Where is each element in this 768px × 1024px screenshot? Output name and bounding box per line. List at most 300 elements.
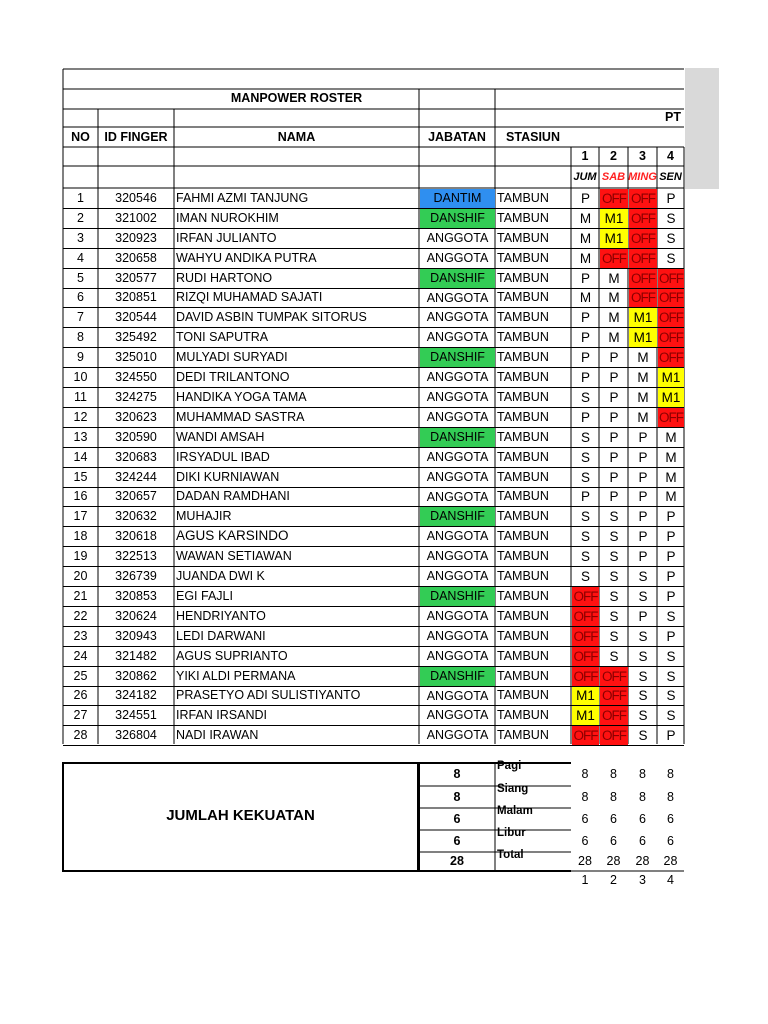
shift-cell: S: [638, 569, 648, 584]
stasiun: TAMBUN: [497, 410, 549, 424]
jabatan-badge: ANGGOTA: [426, 310, 489, 324]
shift-cell: P: [609, 450, 619, 465]
shift-cell: M: [579, 251, 592, 266]
summary-value: 6: [639, 812, 646, 826]
summary-count: 6: [453, 834, 461, 848]
jabatan-badge: ANGGOTA: [426, 390, 489, 404]
shift-cell: S: [609, 529, 619, 544]
summary-value: 6: [610, 834, 617, 848]
header-id-finger: ID FINGER: [104, 131, 168, 144]
employee-name: WAWAN SETIAWAN: [176, 549, 292, 563]
id-finger: 320618: [115, 529, 157, 543]
shift-cell: P: [609, 350, 619, 365]
shift-cell: P: [666, 549, 676, 564]
employee-name: DADAN RAMDHANI: [176, 489, 290, 503]
shift-cell: OFF: [573, 629, 598, 644]
id-finger: 321482: [115, 649, 157, 663]
employee-name: YIKI ALDI PERMANA: [176, 669, 296, 683]
jabatan-badge: ANGGOTA: [426, 450, 489, 464]
stasiun: TAMBUN: [497, 251, 549, 265]
row-number: 19: [73, 549, 88, 563]
summary-value: 8: [639, 790, 646, 804]
shift-cell: M: [579, 211, 592, 226]
employee-name: AGUS SUPRIANTO: [176, 649, 288, 663]
row-number: 2: [77, 211, 84, 225]
id-finger: 320851: [115, 290, 157, 304]
jabatan-badge: DANSHIF: [420, 209, 495, 228]
employee-name: FAHMI AZMI TANJUNG: [176, 191, 309, 205]
employee-name: IRFAN IRSANDI: [176, 708, 267, 722]
stasiun: TAMBUN: [497, 211, 549, 225]
summary-value: 28: [606, 854, 621, 868]
summary-count: 6: [453, 812, 461, 826]
shift-cell: OFF: [659, 271, 683, 286]
shift-cell: S: [666, 231, 676, 246]
employee-name: MUHAMMAD SASTRA: [176, 410, 305, 424]
stasiun: TAMBUN: [497, 708, 549, 722]
shift-cell: S: [580, 569, 590, 584]
summary-value: 8: [667, 790, 674, 804]
jabatan-badge: ANGGOTA: [426, 410, 489, 424]
jabatan-badge: DANSHIF: [420, 428, 495, 447]
summary-label: Libur: [497, 827, 526, 839]
row-number: 25: [73, 669, 88, 683]
summary-count: 28: [450, 854, 464, 868]
employee-name: PRASETYO ADI SULISTIYANTO: [176, 688, 361, 702]
jabatan-badge: ANGGOTA: [426, 609, 489, 623]
shift-cell: S: [609, 629, 619, 644]
jabatan-badge: ANGGOTA: [426, 549, 489, 563]
shift-cell: S: [609, 589, 619, 604]
shift-cell: P: [580, 310, 590, 325]
shift-cell: S: [638, 688, 648, 703]
shift-cell: OFF: [631, 251, 655, 266]
day-number: 2: [610, 149, 617, 163]
stasiun: TAMBUN: [497, 509, 549, 523]
summary-value: 8: [581, 767, 589, 781]
shift-cell: S: [638, 629, 648, 644]
shift-cell: P: [609, 410, 619, 425]
summary-value: 6: [610, 812, 617, 826]
stasiun: TAMBUN: [497, 330, 549, 344]
shift-cell: M1: [600, 209, 628, 228]
shift-cell: P: [638, 450, 648, 465]
jabatan-badge: DANSHIF: [420, 348, 495, 367]
stasiun: TAMBUN: [497, 310, 549, 324]
shift-cell: M1: [600, 229, 628, 248]
shift-cell: OFF: [659, 350, 683, 365]
row-number: 6: [77, 290, 84, 304]
stasiun: TAMBUN: [497, 370, 549, 384]
day-number: 1: [581, 149, 589, 163]
employee-name: DEDI TRILANTONO: [176, 370, 290, 384]
employee-name: HANDIKA YOGA TAMA: [176, 390, 307, 404]
id-finger: 320546: [115, 191, 157, 205]
row-number: 10: [73, 370, 88, 384]
day-name: SEN: [659, 171, 682, 183]
stasiun: TAMBUN: [497, 191, 549, 205]
shift-cell: P: [580, 191, 590, 206]
shift-cell: OFF: [602, 688, 626, 703]
employee-name: WANDI AMSAH: [176, 430, 265, 444]
shift-cell: P: [666, 191, 676, 206]
stasiun: TAMBUN: [497, 688, 549, 702]
stasiun: TAMBUN: [497, 529, 549, 543]
id-finger: 320632: [115, 509, 157, 523]
shift-cell: M: [665, 450, 677, 465]
summary-value: 8: [610, 790, 617, 804]
shift-cell: M: [608, 330, 620, 345]
shift-cell: S: [609, 549, 619, 564]
row-number: 11: [74, 390, 87, 404]
shift-cell: S: [580, 450, 590, 465]
jabatan-badge: DANSHIF: [420, 667, 495, 686]
id-finger: 324275: [115, 390, 157, 404]
stasiun: TAMBUN: [497, 489, 549, 503]
shift-cell: S: [638, 649, 648, 664]
summary-value: 6: [581, 834, 589, 848]
id-finger: 324244: [115, 470, 157, 484]
stasiun: TAMBUN: [497, 231, 549, 245]
summary-title: JUMLAH KEKUATAN: [166, 808, 315, 823]
shift-cell: P: [609, 489, 619, 504]
jabatan-badge: ANGGOTA: [426, 689, 489, 703]
shift-cell: M: [637, 370, 649, 385]
id-finger: 320577: [115, 271, 157, 285]
id-finger: 324551: [115, 708, 157, 722]
day-name: SAB: [601, 171, 626, 183]
employee-name: IRSYADUL IBAD: [176, 450, 270, 464]
id-finger: 320590: [115, 430, 157, 444]
shift-cell: S: [666, 688, 676, 703]
employee-name: WAHYU ANDIKA PUTRA: [176, 251, 317, 265]
employee-name: JUANDA DWI K: [176, 569, 265, 583]
summary-label: Total: [497, 849, 524, 861]
header-jabatan: JABATAN: [428, 131, 486, 144]
stasiun: TAMBUN: [497, 629, 549, 643]
summary-value: 6: [581, 812, 589, 826]
shift-cell: S: [609, 649, 619, 664]
shift-cell: S: [666, 211, 676, 226]
shift-cell: P: [638, 489, 648, 504]
row-number: 15: [73, 470, 88, 484]
id-finger: 324550: [115, 370, 157, 384]
summary-label: Pagi: [497, 760, 522, 772]
summary-value: 6: [639, 834, 646, 848]
shift-cell: P: [580, 410, 590, 425]
id-finger: 320862: [115, 669, 157, 683]
shift-cell: P: [666, 728, 676, 743]
id-finger: 320544: [115, 310, 157, 324]
shift-cell: M: [579, 231, 592, 246]
row-number: 27: [73, 708, 88, 722]
shift-cell: P: [580, 370, 590, 385]
day-name: JUM: [573, 171, 597, 183]
jabatan-badge: DANSHIF: [420, 587, 495, 606]
shift-cell: M: [579, 290, 592, 305]
shift-cell: OFF: [573, 589, 598, 604]
shift-cell: S: [580, 529, 590, 544]
shift-cell: M1: [629, 308, 657, 327]
jabatan-badge: ANGGOTA: [426, 728, 489, 742]
jabatan-badge: ANGGOTA: [426, 470, 489, 484]
shift-cell: M: [637, 390, 649, 405]
jabatan-badge: ANGGOTA: [426, 529, 489, 543]
id-finger: 320683: [115, 450, 157, 464]
shift-cell: P: [580, 350, 590, 365]
stasiun: TAMBUN: [497, 549, 549, 563]
summary-label: Siang: [497, 783, 529, 795]
id-finger: 320657: [115, 489, 157, 503]
summary-value: 8: [610, 767, 617, 781]
jabatan-badge: ANGGOTA: [426, 291, 489, 305]
stasiun: TAMBUN: [497, 569, 549, 583]
id-finger: 326804: [115, 728, 157, 742]
row-number: 21: [73, 589, 88, 603]
shift-cell: P: [638, 509, 648, 524]
shift-cell: S: [609, 609, 619, 624]
stasiun: TAMBUN: [497, 669, 549, 683]
summary-value: 28: [578, 854, 592, 868]
id-finger: 320624: [115, 609, 157, 623]
shift-cell: S: [638, 669, 648, 684]
shift-cell: S: [666, 669, 676, 684]
shift-cell: OFF: [631, 290, 655, 305]
stasiun: TAMBUN: [497, 290, 549, 304]
jabatan-badge: ANGGOTA: [426, 490, 489, 504]
shift-cell: OFF: [631, 271, 655, 286]
row-number: 14: [73, 450, 88, 464]
row-number: 23: [73, 629, 88, 643]
employee-name: IMAN NUROKHIM: [176, 211, 279, 225]
shift-cell: P: [609, 470, 619, 485]
shift-cell: M: [637, 410, 649, 425]
shift-cell: P: [580, 489, 590, 504]
shift-cell: M: [665, 470, 677, 485]
summary-count: 8: [453, 767, 461, 781]
header-no: NO: [71, 131, 90, 144]
row-number: 12: [73, 410, 88, 424]
shift-cell: S: [638, 728, 648, 743]
id-finger: 320923: [115, 231, 157, 245]
shift-cell: S: [609, 509, 619, 524]
stasiun: TAMBUN: [497, 271, 549, 285]
shift-cell: P: [580, 271, 590, 286]
shift-cell: S: [609, 569, 619, 584]
row-number: 20: [73, 569, 88, 583]
header-stasiun: STASIUN: [506, 131, 560, 144]
shift-cell: S: [580, 470, 590, 485]
stasiun: TAMBUN: [497, 589, 549, 603]
employee-name: MUHAJIR: [176, 509, 232, 523]
jabatan-badge: DANSHIF: [420, 269, 495, 288]
row-number: 28: [73, 728, 88, 742]
employee-name: RIZQI MUHAMAD SAJATI: [176, 290, 323, 304]
shift-cell: OFF: [573, 649, 598, 664]
shift-cell: M: [665, 430, 677, 445]
row-number: 5: [77, 271, 84, 285]
employee-name: DIKI KURNIAWAN: [176, 470, 280, 484]
shift-cell: P: [638, 529, 648, 544]
shift-cell: OFF: [631, 211, 655, 226]
shift-cell: OFF: [659, 310, 683, 325]
footer-day-number: 4: [667, 873, 674, 887]
footer-day-number: 2: [610, 873, 617, 887]
shift-cell: P: [609, 370, 619, 385]
employee-name: MULYADI SURYADI: [176, 350, 288, 364]
day-name: MING: [628, 171, 657, 183]
jabatan-badge: ANGGOTA: [426, 708, 489, 722]
shift-cell: OFF: [631, 191, 655, 206]
row-divider: [63, 745, 684, 746]
employee-name: AGUS KARSINDO: [176, 528, 289, 543]
row-number: 8: [77, 330, 84, 344]
shift-cell: S: [580, 509, 590, 524]
shift-cell: M1: [572, 687, 599, 705]
employee-name: NADI IRAWAN: [176, 728, 259, 742]
row-number: 26: [73, 688, 88, 702]
jabatan-badge: ANGGOTA: [426, 629, 489, 643]
id-finger: 325010: [115, 350, 157, 364]
row-number: 3: [77, 231, 84, 245]
jabatan-badge: ANGGOTA: [426, 370, 489, 384]
shift-cell: P: [666, 529, 676, 544]
shift-cell: M1: [629, 328, 657, 347]
shift-cell: M: [608, 290, 620, 305]
summary-count: 8: [453, 790, 461, 804]
footer-day-number: 3: [639, 873, 646, 887]
shift-cell: P: [609, 390, 619, 405]
shift-cell: OFF: [602, 669, 626, 684]
summary-value: 8: [667, 767, 674, 781]
id-finger: 320623: [115, 410, 157, 424]
shift-cell: S: [580, 430, 590, 445]
shift-cell: S: [638, 589, 648, 604]
shift-cell: P: [609, 430, 619, 445]
employee-name: EGI FAJLI: [176, 589, 233, 603]
summary-value: 8: [639, 767, 646, 781]
stasiun: TAMBUN: [497, 450, 549, 464]
row-number: 7: [77, 310, 84, 324]
shift-cell: M: [637, 350, 649, 365]
row-number: 13: [73, 430, 88, 444]
shift-cell: S: [638, 708, 648, 723]
shift-cell: M: [608, 310, 620, 325]
summary-value: 28: [635, 854, 650, 868]
employee-name: TONI SAPUTRA: [176, 330, 269, 344]
row-number: 17: [73, 509, 88, 523]
employee-name: IRFAN JULIANTO: [176, 231, 277, 245]
shift-cell: S: [666, 708, 676, 723]
shift-cell: P: [666, 629, 676, 644]
stasiun: TAMBUN: [497, 649, 549, 663]
shift-cell: OFF: [602, 708, 626, 723]
stasiun: TAMBUN: [497, 728, 549, 742]
id-finger: 322513: [115, 549, 157, 563]
stasiun: TAMBUN: [497, 350, 549, 364]
day-number: 3: [639, 149, 646, 163]
shift-cell: M1: [658, 368, 684, 387]
shift-cell: OFF: [573, 669, 598, 684]
shift-cell: OFF: [573, 728, 598, 743]
stasiun: TAMBUN: [497, 430, 549, 444]
summary-value: 8: [581, 790, 589, 804]
id-finger: 320658: [115, 251, 157, 265]
stasiun: TAMBUN: [497, 390, 549, 404]
id-finger: 325492: [115, 330, 157, 344]
shift-cell: OFF: [602, 191, 626, 206]
id-finger: 326739: [115, 569, 157, 583]
shift-cell: P: [638, 430, 648, 445]
shift-cell: M1: [658, 388, 684, 407]
shift-cell: S: [666, 609, 676, 624]
jabatan-badge: DANTIM: [420, 189, 495, 208]
row-number: 24: [73, 649, 88, 663]
summary-label: Malam: [497, 805, 533, 817]
summary-value: 6: [667, 812, 674, 826]
summary-value: 6: [667, 834, 674, 848]
shift-cell: OFF: [631, 231, 655, 246]
row-number: 18: [73, 529, 88, 543]
row-number: 16: [73, 489, 88, 503]
id-finger: 324182: [115, 688, 157, 702]
shift-cell: S: [580, 549, 590, 564]
day-number: 4: [667, 149, 674, 163]
jabatan-badge: ANGGOTA: [426, 649, 489, 663]
shift-cell: M: [608, 271, 620, 286]
shift-cell: OFF: [602, 728, 626, 743]
shift-cell: OFF: [573, 609, 598, 624]
stasiun: TAMBUN: [497, 609, 549, 623]
row-number: 9: [77, 350, 84, 364]
shift-cell: M: [665, 489, 677, 504]
employee-name: RUDI HARTONO: [176, 271, 273, 285]
id-finger: 321002: [115, 211, 157, 225]
shift-cell: P: [638, 470, 648, 485]
summary-value: 28: [663, 854, 678, 868]
jabatan-badge: DANSHIF: [420, 507, 495, 526]
id-finger: 320943: [115, 629, 157, 643]
stasiun: TAMBUN: [497, 470, 549, 484]
row-number: 4: [77, 251, 84, 265]
page-title: MANPOWER ROSTER: [230, 92, 363, 105]
shift-cell: P: [638, 549, 648, 564]
shift-cell: P: [666, 509, 676, 524]
shift-cell: P: [666, 569, 676, 584]
employee-name: LEDI DARWANI: [176, 629, 266, 643]
header-nama: NAMA: [277, 131, 316, 144]
shift-cell: OFF: [659, 410, 683, 425]
jabatan-badge: ANGGOTA: [426, 569, 489, 583]
shift-cell: M1: [572, 706, 599, 725]
row-number: 22: [73, 609, 88, 623]
row-number: 1: [77, 191, 84, 205]
jabatan-badge: ANGGOTA: [426, 231, 489, 245]
shift-cell: P: [638, 609, 648, 624]
id-finger: 320853: [115, 589, 157, 603]
employee-name: HENDRIYANTO: [176, 609, 266, 623]
shift-cell: S: [666, 649, 676, 664]
shift-cell: P: [580, 330, 590, 345]
pt-label: PT: [665, 111, 681, 124]
employee-name: DAVID ASBIN TUMPAK SITORUS: [176, 310, 367, 324]
jabatan-badge: ANGGOTA: [426, 251, 489, 265]
shift-cell: S: [666, 251, 676, 266]
footer-day-number: 1: [581, 873, 589, 887]
shift-cell: S: [580, 390, 590, 405]
jabatan-badge: ANGGOTA: [426, 330, 489, 344]
shift-cell: OFF: [602, 251, 626, 266]
